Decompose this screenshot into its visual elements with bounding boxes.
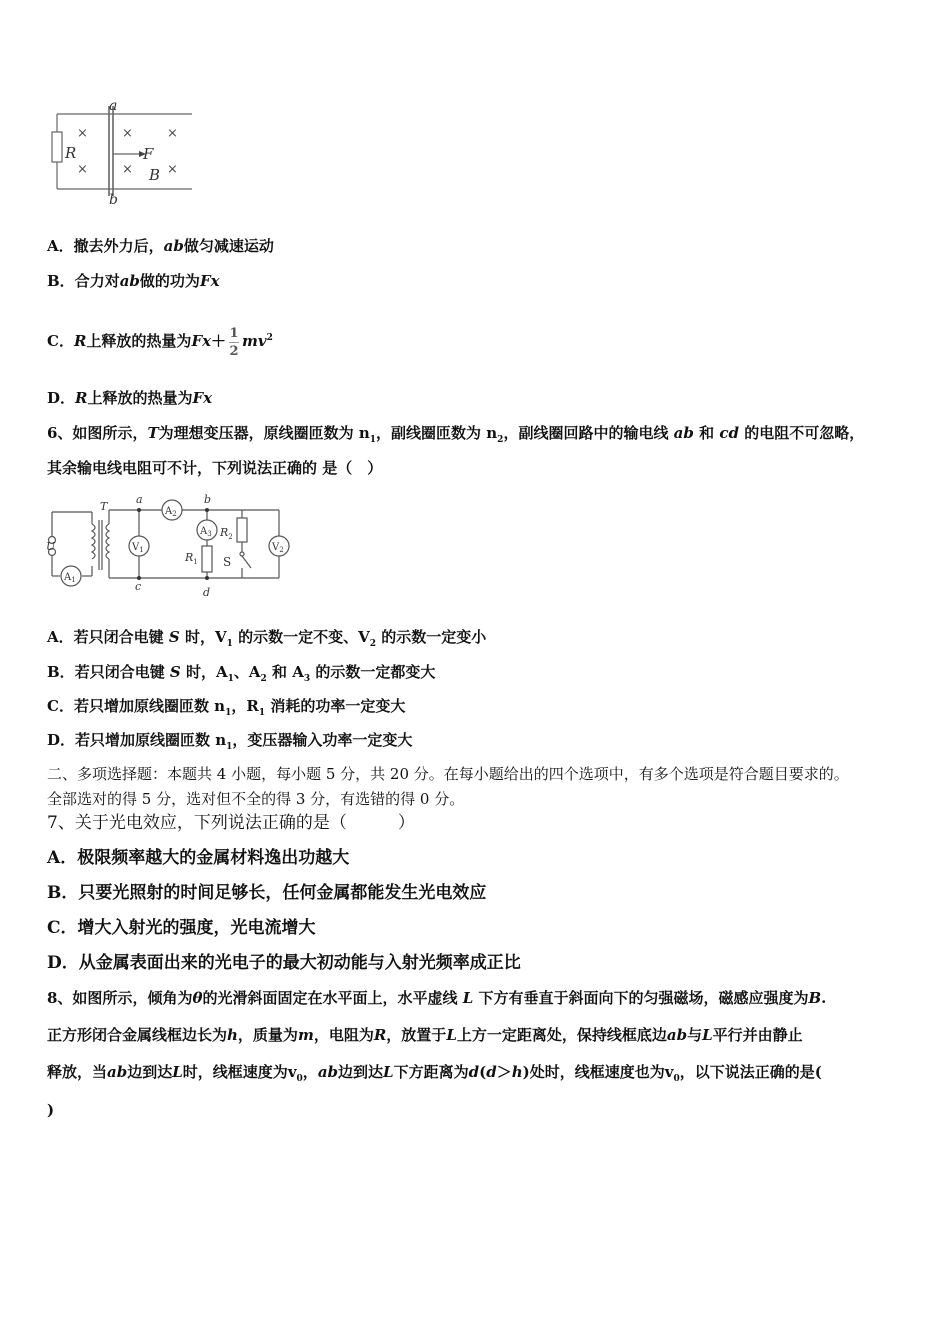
var-L: L (462, 989, 474, 1007)
var-d: d (468, 1063, 480, 1081)
label-R: R (65, 144, 77, 162)
text: 正方形闭合金属线框边长为 (47, 1026, 228, 1044)
var-Fx: Fx (199, 272, 220, 290)
text: 边到达 (338, 1063, 384, 1081)
transformer-circuit-figure (44, 490, 292, 602)
option-label: A． (47, 237, 74, 255)
label-B: B (149, 166, 161, 184)
text: 8、如图所示，倾角为 (47, 989, 193, 1007)
ammeter-A1: $A_1$ (64, 572, 76, 584)
var-v: v (287, 1063, 297, 1081)
option-label: D． (47, 731, 76, 749)
text: )处时，线框速度也为 (522, 1063, 665, 1081)
text: 做的功为 (139, 272, 200, 290)
q6-option-a[interactable] (47, 627, 486, 654)
subscript: 1 (369, 435, 377, 445)
subscript: 2 (369, 639, 376, 649)
text: ，副线圈回路中的输电线 (503, 424, 674, 442)
q6-option-d[interactable] (47, 730, 412, 757)
text: 为理想变压器，原线圈匝数为 n (158, 424, 370, 442)
var-ab: ab (107, 1063, 128, 1081)
q5-option-c[interactable] (47, 318, 273, 361)
q7-option-a[interactable]: A．极限频率越大的金属材料逸出功越大 (47, 848, 350, 868)
q6-option-c[interactable] (47, 696, 405, 723)
var-L: L (702, 1026, 713, 1044)
text: 和 (693, 424, 720, 442)
text: 的电阻不可忽略， (738, 424, 865, 442)
text: 做匀减速运动 (183, 237, 274, 255)
q7-stem: 7、关于光电效应，下列说法正确的是（ ） (47, 813, 415, 833)
var-L: L (172, 1063, 183, 1081)
var-ab: ab (119, 272, 140, 290)
var-h: h (227, 1026, 238, 1044)
option-label: C． (47, 332, 74, 350)
text: 边到达 (127, 1063, 173, 1081)
var-R: R (373, 1026, 387, 1044)
q7-option-d[interactable]: D．从金属表面出来的光电子的最大初动能与入射光频率成正比 (47, 953, 521, 973)
text: 合力对 (74, 272, 120, 290)
q7-option-b[interactable]: B．只要光照射的时间足够长，任何金属都能发生光电效应 (47, 883, 487, 903)
var-d: d (486, 1063, 497, 1081)
subscript: 2 (260, 674, 267, 684)
text: 时，线框速度为 (182, 1063, 288, 1081)
label-a: a (109, 100, 118, 114)
text: ，以下说法正确的是( (679, 1063, 822, 1081)
text: 上方一定距离处，保持线框底边 (456, 1026, 667, 1044)
subscript: 1 (258, 708, 266, 718)
option-label: C． (47, 697, 74, 715)
option-label: B． (47, 272, 75, 290)
text: 若只闭合电键 (74, 663, 170, 681)
var-m: m (297, 1026, 314, 1044)
section2-heading-line2: 全部选对的得 5 分，选对但不全的得 3 分，有选错的得 0 分。 (47, 790, 465, 808)
var-R: R (73, 332, 87, 350)
field-mark: × (122, 162, 133, 177)
label-F: F (143, 145, 154, 163)
text: 的示数一定变小 (376, 628, 487, 646)
text: 撤去外力后， (73, 237, 164, 255)
text: 的示数一定不变、V (232, 628, 370, 646)
var-Fx: Fx (191, 332, 212, 350)
var-ab: ab (317, 1063, 339, 1081)
subscript: 1 (226, 742, 233, 752)
text: 若只闭合电键 (73, 628, 169, 646)
var-ab: ab (673, 424, 694, 442)
option-label: A． (47, 628, 74, 646)
var-ab: ab (666, 1026, 688, 1044)
var-ab: ab (163, 237, 184, 255)
subscript: 3 (303, 674, 311, 684)
text: 释放，当 (47, 1063, 108, 1081)
subscript: 0 (296, 1074, 303, 1084)
var-L: L (383, 1063, 394, 1081)
ammeter-A3: $A_3$ (200, 526, 212, 538)
var-T: T (147, 424, 159, 442)
text: ，R (231, 697, 259, 715)
q6-stem-line1 (47, 423, 864, 450)
subscript: 1 (226, 639, 233, 649)
superscript: 2 (266, 333, 273, 343)
text: 若只增加原线圈匝数 n (73, 697, 226, 715)
var-R: R (75, 389, 88, 407)
text: ，变压器输入功率一定变大 (232, 731, 413, 749)
fraction-half (229, 325, 239, 360)
plus-sign: ＋ (211, 332, 227, 350)
q7-option-c[interactable]: C．增大入射光的强度，光电流增大 (47, 918, 316, 938)
subscript: 2 (497, 435, 504, 445)
label-T: T (100, 500, 108, 513)
text: ，电阻为 (313, 1026, 374, 1044)
q5-option-d[interactable] (47, 388, 212, 408)
q8-stem-line3 (47, 1062, 822, 1089)
field-mark: × (77, 162, 88, 177)
q8-stem-line4: ) (47, 1101, 55, 1119)
text: ( (479, 1063, 487, 1081)
q6-stem-line2: 其余输电线电阻可不计，下列说法正确的 是（ ） (47, 459, 383, 477)
text: 的光滑斜面固定在水平面上，水平虚线 (202, 989, 463, 1007)
q5-option-a[interactable] (47, 236, 274, 256)
text: ，放置于 (386, 1026, 447, 1044)
text: 时，V (179, 628, 227, 646)
var-S: S (168, 628, 180, 646)
subscript: 1 (225, 708, 232, 718)
field-mark: × (167, 162, 178, 177)
text: 消耗的功率一定变大 (265, 697, 406, 715)
text: 上释放的热量为 (87, 389, 193, 407)
subscript: 0 (673, 1074, 680, 1084)
label-b: b (204, 493, 212, 506)
text: 下方有垂直于斜面向下的匀强磁场，磁感应强度为 (473, 989, 809, 1007)
var-mv: mv (242, 332, 267, 350)
field-mark: × (77, 126, 88, 141)
numerator: 1 (229, 325, 239, 341)
label-U: U (46, 540, 56, 553)
ammeter-A2: $A_2$ (165, 506, 177, 518)
section2-heading-line1: 二、多项选择题：本题共 4 小题，每小题 5 分，共 20 分。在每小题给出的四个选项中，有多个选项是符合题目要求的。 (47, 765, 849, 783)
option-label: D． (47, 389, 76, 407)
field-mark: × (122, 126, 133, 141)
label-b: b (109, 192, 118, 208)
var-v: v (664, 1063, 674, 1081)
denominator: 2 (229, 343, 239, 359)
var-B: B (808, 989, 822, 1007)
var-theta: θ (192, 989, 203, 1007)
text: 6、如图所示， (47, 424, 148, 442)
var-Fx: Fx (192, 389, 213, 407)
label-S: S (223, 555, 232, 569)
q8-stem-line1: 8、如图所示，倾角为θ的光滑斜面固定在水平面上，水平虚线 L 下方有垂直于斜面向下的匀强磁场，磁感应强度为B. (47, 989, 827, 1007)
q5-option-b[interactable] (47, 271, 220, 291)
voltmeter-V2: $V_2$ (272, 542, 284, 554)
text: 、A (233, 663, 261, 681)
text: 平行并由静止 (712, 1026, 803, 1044)
label-a: a (136, 493, 143, 506)
rail-circuit-figure (47, 100, 197, 208)
var-L: L (446, 1026, 457, 1044)
text: 若只增加原线圈匝数 n (75, 731, 227, 749)
label-d: d (203, 586, 211, 599)
label-c: c (135, 580, 142, 593)
q6-option-b[interactable] (47, 662, 435, 689)
label-R2: $R_2$ (220, 526, 233, 541)
option-label: B． (47, 663, 75, 681)
subscript: 1 (227, 674, 234, 684)
text: 的示数一定都变大 (310, 663, 436, 681)
label-R1: $R_1$ (185, 551, 198, 566)
q8-stem-line2 (47, 1025, 803, 1045)
text: ，质量为 (237, 1026, 298, 1044)
var-h: h (511, 1063, 523, 1081)
var-cd: cd (719, 424, 739, 442)
text: ，副线圈匝数为 n (376, 424, 498, 442)
text: ＞ (496, 1063, 512, 1081)
voltmeter-V1: $V_1$ (132, 542, 144, 554)
text: ， (302, 1063, 318, 1081)
text: 和 A (266, 663, 304, 681)
field-mark: × (167, 126, 178, 141)
text: 上释放的热量为 (86, 332, 192, 350)
var-S: S (169, 663, 181, 681)
text: 时，A (180, 663, 228, 681)
text: 下方距离为 (393, 1063, 469, 1081)
text: 与 (687, 1026, 703, 1044)
